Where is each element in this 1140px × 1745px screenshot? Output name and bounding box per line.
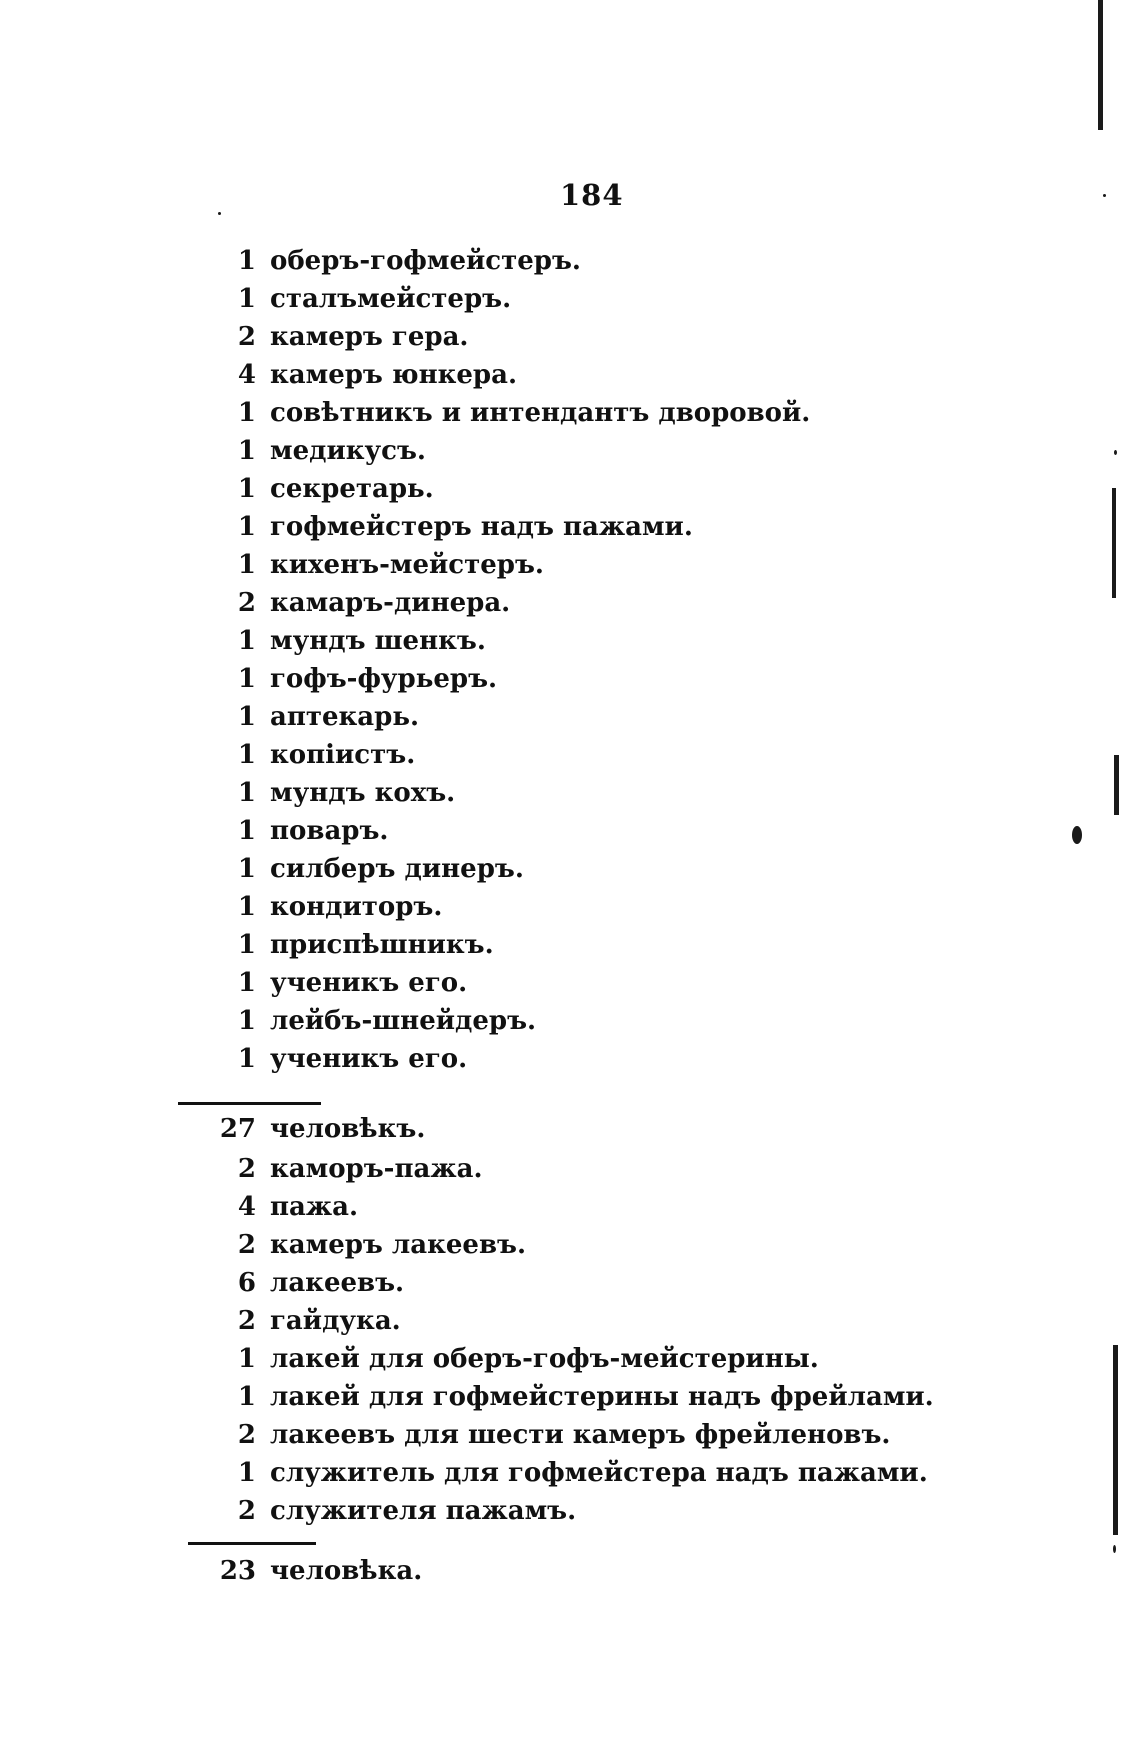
scan-margin-mark <box>1098 0 1103 130</box>
list-item <box>0 812 1140 850</box>
list-item <box>0 546 1140 584</box>
list-item <box>0 356 1140 394</box>
list-item <box>0 280 1140 318</box>
item-label: аптекарь. <box>270 702 420 732</box>
list-item <box>0 1378 1140 1416</box>
item-label: камаръ-динера. <box>270 588 511 618</box>
item-count: 2 <box>237 322 256 352</box>
item-label: кондиторъ. <box>270 892 443 922</box>
item-count: 1 <box>237 740 256 770</box>
item-label: камеръ лакеевъ. <box>270 1230 527 1260</box>
item-label: сталъмейстеръ. <box>270 284 512 314</box>
item-count: 2 <box>237 1496 256 1526</box>
item-count: 4 <box>237 1192 256 1222</box>
page-number: 184 <box>560 178 624 212</box>
item-label: лакеевъ для шести камеръ фрейленовъ. <box>270 1420 891 1450</box>
list-item <box>0 242 1140 280</box>
item-label: поваръ. <box>270 816 389 846</box>
list-item <box>0 470 1140 508</box>
item-count: 1 <box>237 436 256 466</box>
item-count: 1 <box>237 474 256 504</box>
item-label: каморъ-пажа. <box>270 1154 483 1184</box>
item-count: 1 <box>237 512 256 542</box>
item-label: лакей для гофмейстерины надъ фрейлами. <box>270 1382 934 1412</box>
item-label: ученикъ его. <box>270 1044 468 1074</box>
scan-margin-mark <box>1112 488 1116 598</box>
list-item <box>0 1416 1140 1454</box>
item-count: 4 <box>237 360 256 390</box>
ink-speck <box>1114 450 1117 455</box>
total-label: человѣка. <box>270 1556 423 1586</box>
item-label: секретарь. <box>270 474 434 504</box>
item-label: копіистъ. <box>270 740 416 770</box>
group-two-total <box>0 1552 1140 1590</box>
list-item <box>0 394 1140 432</box>
item-label: кихенъ-мейстеръ. <box>270 550 544 580</box>
item-count: 1 <box>237 626 256 656</box>
item-label: лакей для оберъ-гофъ-мейстерины. <box>270 1344 819 1374</box>
item-count: 2 <box>237 1154 256 1184</box>
staff-list-one <box>0 242 1140 1078</box>
list-item <box>0 508 1140 546</box>
list-item <box>0 1264 1140 1302</box>
list-item <box>0 1454 1140 1492</box>
item-count: 1 <box>237 702 256 732</box>
list-item <box>0 1492 1140 1530</box>
ink-speck <box>1113 1545 1116 1553</box>
item-label: мундъ кохъ. <box>270 778 456 808</box>
item-label: оберъ-гофмейстеръ. <box>270 246 581 276</box>
item-count: 1 <box>237 892 256 922</box>
list-item <box>0 1226 1140 1264</box>
item-label: мундъ шенкъ. <box>270 626 486 656</box>
item-count: 1 <box>237 284 256 314</box>
item-count: 1 <box>237 816 256 846</box>
sum-rule <box>188 1542 316 1545</box>
list-item <box>0 1340 1140 1378</box>
item-count: 1 <box>237 550 256 580</box>
item-label: гофъ-фурьеръ. <box>270 664 498 694</box>
list-item <box>0 584 1140 622</box>
list-item <box>0 736 1140 774</box>
item-label: совѣтникъ и интендантъ дворовой. <box>270 398 811 428</box>
list-item <box>0 622 1140 660</box>
item-count: 2 <box>237 1420 256 1450</box>
item-count: 2 <box>237 1306 256 1336</box>
list-item <box>0 1040 1140 1078</box>
scan-margin-mark <box>1114 755 1119 815</box>
list-item <box>0 774 1140 812</box>
item-label: гайдука. <box>270 1306 401 1336</box>
list-item <box>0 432 1140 470</box>
list-item <box>0 1188 1140 1226</box>
item-label: приспѣшникъ. <box>270 930 494 960</box>
item-label: силберъ динеръ. <box>270 854 524 884</box>
item-label: камеръ гера. <box>270 322 469 352</box>
item-label: служителя пажамъ. <box>270 1496 577 1526</box>
item-label: лакеевъ. <box>270 1268 405 1298</box>
item-count: 1 <box>237 968 256 998</box>
total-label: человѣкъ. <box>270 1114 426 1144</box>
item-count: 1 <box>237 246 256 276</box>
item-count: 1 <box>237 398 256 428</box>
list-item <box>0 888 1140 926</box>
item-count: 2 <box>237 1230 256 1260</box>
list-item <box>0 964 1140 1002</box>
scan-margin-mark <box>1113 1345 1118 1535</box>
staff-list-two <box>0 1150 1140 1530</box>
list-item <box>0 926 1140 964</box>
group-one-total <box>0 1110 1140 1148</box>
item-label: служитель для гофмейстера надъ пажами. <box>270 1458 928 1488</box>
ink-blot <box>1072 826 1082 844</box>
item-count: 1 <box>237 854 256 884</box>
item-label: пажа. <box>270 1192 359 1222</box>
item-count: 1 <box>237 1382 256 1412</box>
total-count: 27 <box>219 1114 256 1144</box>
list-item <box>0 850 1140 888</box>
list-item <box>0 318 1140 356</box>
total-count: 23 <box>219 1556 256 1586</box>
item-label: камеръ юнкера. <box>270 360 518 390</box>
list-item <box>0 1150 1140 1188</box>
list-item <box>0 1302 1140 1340</box>
item-count: 1 <box>237 664 256 694</box>
item-count: 1 <box>237 1006 256 1036</box>
item-label: лейбъ-шнейдеръ. <box>270 1006 537 1036</box>
item-count: 1 <box>237 1458 256 1488</box>
item-label: медикусъ. <box>270 436 426 466</box>
item-label: гофмейстеръ надъ пажами. <box>270 512 693 542</box>
ink-speck <box>1103 194 1106 197</box>
sum-rule <box>178 1102 321 1105</box>
item-count: 1 <box>237 1044 256 1074</box>
list-item <box>0 698 1140 736</box>
ink-speck <box>218 212 221 215</box>
item-label: ученикъ его. <box>270 968 468 998</box>
list-item <box>0 660 1140 698</box>
item-count: 1 <box>237 930 256 960</box>
item-count: 6 <box>237 1268 256 1298</box>
list-item <box>0 1002 1140 1040</box>
item-count: 1 <box>237 1344 256 1374</box>
item-count: 2 <box>237 588 256 618</box>
item-count: 1 <box>237 778 256 808</box>
